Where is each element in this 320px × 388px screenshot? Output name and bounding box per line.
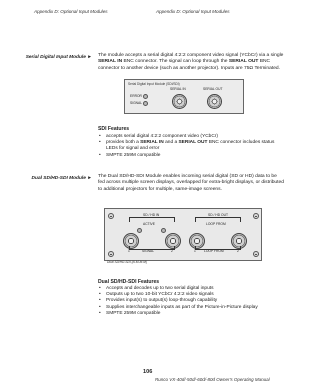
feature-text: BNC connector includes status LEDs for signal and error — [106, 140, 275, 152]
in-2-number: 2 — [171, 249, 173, 253]
error-led-icon — [143, 94, 148, 99]
list-item: • Accepts and decodes up to two serial digital inputs — [98, 286, 284, 292]
list-item: • Provides input(s) to output(s) loop-through capability — [98, 298, 284, 304]
hdsdi-side-label: Dual SD/HD-SDI Module ► — [31, 176, 92, 181]
serial-in-label: SERIAL IN — [170, 87, 186, 91]
list-item: • accepts serial digital 4:2:2 component video (YCbCr) — [98, 134, 284, 140]
sd-hd-out-label: SD / HD OUT — [208, 213, 228, 217]
list-item: • Supplies interchangeable inputs as part of the Picture-in-Picture display — [98, 305, 284, 311]
running-header-left: Appendix D: Optional Input Modules — [34, 9, 108, 14]
hdsdi-module-panel — [104, 208, 262, 261]
sdi-intro-text-2: BNC connector. The signal can loop through the — [122, 59, 229, 65]
screw-icon — [108, 213, 114, 219]
list-item: • SMPTE 259M compatible — [98, 311, 284, 317]
screw-icon — [108, 251, 114, 257]
sdi-intro-text-3: BNC connector to another device (such as another projector). Inputs are 75Ω Terminated. — [98, 59, 280, 71]
sdi-features-list — [98, 134, 284, 159]
sdi-intro-paragraph — [98, 53, 284, 72]
list-item: • SMPTE 259M compatible — [98, 153, 284, 159]
sdi-side-label: Serial Digital Input Module ► — [25, 55, 92, 60]
page-number: 106 — [143, 369, 153, 375]
serial-out-label: SERIAL OUT — [203, 87, 223, 91]
out-1-number: 1 — [194, 249, 196, 253]
signal-led-icon — [143, 101, 148, 106]
active-led-1-icon — [137, 228, 142, 233]
feature-serial-out: SERIAL OUT — [178, 140, 208, 146]
hdsdi-panel-caption: Dual SD/HD-SDI (A-M-M-M) — [107, 260, 148, 264]
sdi-intro-text-1: The module accepts a serial digital 4:2:2 component video signal (YCbCr) via a single — [98, 53, 284, 58]
manual-title-footer: Runco VX-40d/-50d/-60d/-80d Owner's Operating Manual — [155, 377, 270, 382]
signal-label: SIGNAL — [142, 249, 155, 253]
serial-out-bnc-icon — [207, 94, 222, 109]
out-group-bottom-bracket — [195, 246, 241, 250]
signal-label: SIGNAL — [130, 101, 143, 105]
sd-hd-in-label: SD / HD IN — [143, 213, 160, 217]
screw-icon — [253, 213, 259, 219]
sdi-module-panel — [124, 79, 244, 114]
feature-text: and a — [163, 140, 179, 146]
loop-from-label: LOOP FROM — [206, 222, 226, 226]
sdi-intro-serial-out: SERIAL OUT — [228, 59, 259, 65]
hdsdi-features-heading: Dual SD/HD-SDI Features — [98, 279, 160, 285]
feature-text: provides both a — [106, 140, 141, 146]
sdi-panel-caption: Serial Digital Input Module (SDI/SDI) — [128, 82, 180, 86]
in-group-bottom-bracket — [129, 246, 175, 250]
feature-serial-in: SERIAL IN — [140, 140, 164, 146]
serial-in-bnc-icon — [172, 94, 187, 109]
hdsdi-features-list — [98, 286, 284, 317]
hdsdi-intro-paragraph: The Dual SD/HD-SDI Module enables incoming serial digital (SD or HD) data to be fed across multiple screen displays, overlapped for extra-bright displays, or distributed to additional projectors for multiple, same-image screens. — [98, 174, 284, 192]
sdi-intro-serial-in: SERIAL IN — [98, 59, 123, 65]
screw-icon — [253, 251, 259, 257]
out-2-number: 2 — [237, 249, 239, 253]
active-led-2-icon — [161, 228, 166, 233]
in-1-number: 1 — [128, 249, 130, 253]
active-label: ACTIVE — [143, 222, 155, 226]
loop-from-bottom-label: LOOP FROM — [204, 249, 224, 253]
list-item — [98, 140, 284, 152]
running-header-right: Appendix D: Optional Input Modules — [156, 9, 230, 14]
sdi-features-heading: SDI Features — [98, 126, 130, 132]
error-label: ERROR — [130, 94, 142, 98]
list-item: • Outputs up to two 10-bit YCbCr 4:2:2 video signals — [98, 292, 284, 298]
